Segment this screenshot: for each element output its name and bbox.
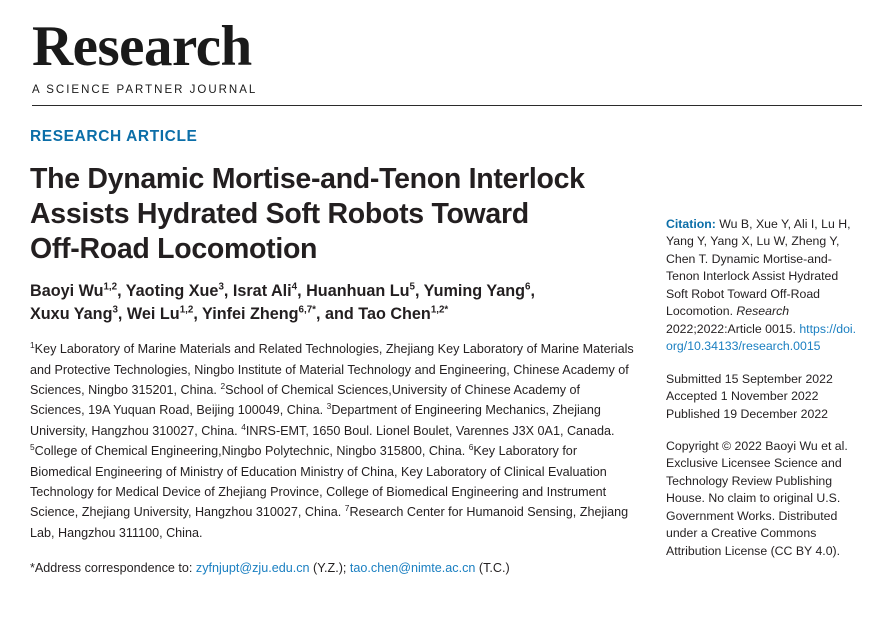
affil-text: Department of Engineering Mechanics, Zhejiang University, Hangzhou 310027, China.: [30, 403, 601, 438]
author-affil-marker: 3: [112, 304, 118, 316]
author-affil-marker: 3: [218, 281, 224, 293]
citation-label: Citation:: [666, 217, 716, 231]
title-line-2: Assists Hydrated Soft Robots Toward: [30, 197, 529, 230]
date-accepted: Accepted 1 November 2022: [666, 389, 819, 404]
date-published: Published 19 December 2022: [666, 406, 829, 421]
author-name: , Israt Ali: [223, 282, 292, 301]
correspondence-mid-2: (T.C.): [475, 561, 510, 576]
affil-marker: 6: [468, 442, 474, 453]
affil-text: Key Laboratory for Biomedical Engineering of Ministry of Education Ministry of China, Key Laboratory of Clinical Evaluation Technology for Medical Device of Zhejiang Province, College of Biomedical Engineering and Instrument Science, Zhejiang University, Hangzhou 310027, China.: [30, 444, 607, 520]
correspondence-mid-1: (Y.Z.);: [309, 561, 350, 576]
correspondence-prefix: *Address correspondence to:: [30, 561, 196, 576]
author-name: , Yuming Yang: [414, 282, 526, 301]
author-name: , and Tao Chen: [315, 305, 431, 324]
author-affil-marker: 1,2: [103, 281, 118, 293]
doi-link[interactable]: https://doi.org/10.34133/research.0015: [666, 321, 857, 354]
corresponding-email-link-1[interactable]: zyfnjupt@zju.edu.cn: [195, 561, 310, 576]
title-line-3: Off-Road Locomotion: [30, 232, 318, 265]
affil-marker: 3: [326, 401, 332, 412]
affil-text: College of Chemical Engineering,Ningbo Polytechnic, Ningbo 315800, China.: [34, 444, 469, 459]
author-affil-marker: 6: [525, 281, 531, 293]
date-submitted: Submitted 15 September 2022: [666, 371, 833, 386]
journal-masthead: [30, 15, 860, 106]
affil-text: Research Center for Humanoid Sensing, Zhejiang Lab, Hangzhou 311100, China.: [30, 505, 629, 540]
affil-text: Key Laboratory of Marine Materials and Related Technologies, Zhejiang Key Laboratory of Marine Materials and Protective Technologies, Ningbo Institute of Material Technology and Engineering, Chinese Academy of Sciences, Ningbo 315201, China.: [30, 342, 634, 398]
author-list: [30, 280, 638, 326]
author-name: Baoyi Wu: [30, 282, 104, 301]
journal-subtitle: A SCIENCE PARTNER JOURNAL: [32, 84, 258, 96]
author-name: , Wei Lu: [117, 305, 180, 324]
title-line-1: The Dynamic Mortise-and-Tenon Interlock: [30, 163, 585, 195]
affiliations: [30, 339, 638, 543]
citation-tail: 2022;2022:Article 0015.: [666, 321, 800, 336]
affil-text: INRS-EMT, 1650 Boul. Lionel Boulet, Varennes J3X 0A1, Canada.: [245, 423, 615, 438]
author-name: , Huanhuan Lu: [297, 282, 410, 301]
citation-text: Wu B, Xue Y, Ali I, Lu H, Yang Y, Yang X, Lu W, Zheng Y, Chen T. Dynamic Mortise-and-Tenon Interlock Assist Hydrated Soft Robot Toward Off-Road Locomotion.: [666, 217, 851, 319]
page-title: [30, 162, 638, 266]
journal-title: Research: [32, 15, 252, 78]
content-columns: [30, 128, 860, 578]
masthead-divider: [32, 105, 862, 106]
author-separator: ,: [530, 282, 535, 301]
citation-block: [666, 216, 862, 356]
correspondence-note: [30, 558, 638, 578]
affil-marker: 5: [30, 442, 35, 453]
corresponding-email-link-2[interactable]: tao.chen@nimte.ac.cn: [349, 561, 476, 576]
publication-dates: [666, 371, 862, 423]
author-name: Xuxu Yang: [30, 305, 113, 324]
article-type-kicker: RESEARCH ARTICLE: [30, 128, 198, 145]
author-affil-marker: 1,2: [179, 304, 194, 316]
affil-marker: 2: [220, 380, 226, 391]
copyright-notice: Copyright © 2022 Baoyi Wu et al. Exclusive Licensee Science and Technology Review Publishing House. No claim to original U.S. Government Works. Distributed under a Creative Commons Attribution License (CC BY 4.0).: [666, 438, 848, 558]
affil-marker: 1: [30, 340, 35, 351]
affil-text: School of Chemical Sciences,University of Chinese Academy of Sciences, 19A Yuquan Road, Beijing 100049, China.: [30, 383, 580, 418]
citation-journal-name: Research: [736, 304, 790, 319]
affil-marker: 4: [241, 421, 246, 432]
sidebar-metadata: [666, 128, 862, 578]
author-name: , Yaoting Xue: [117, 282, 219, 301]
author-affil-marker: 6,7*: [298, 304, 316, 316]
author-affil-marker: 1,2*: [430, 304, 449, 316]
author-affil-marker: 4: [291, 281, 298, 293]
affil-marker: 7: [344, 503, 350, 514]
main-column: [30, 128, 638, 578]
author-name: , Yinfei Zheng: [193, 305, 299, 324]
author-affil-marker: 5: [409, 281, 415, 293]
